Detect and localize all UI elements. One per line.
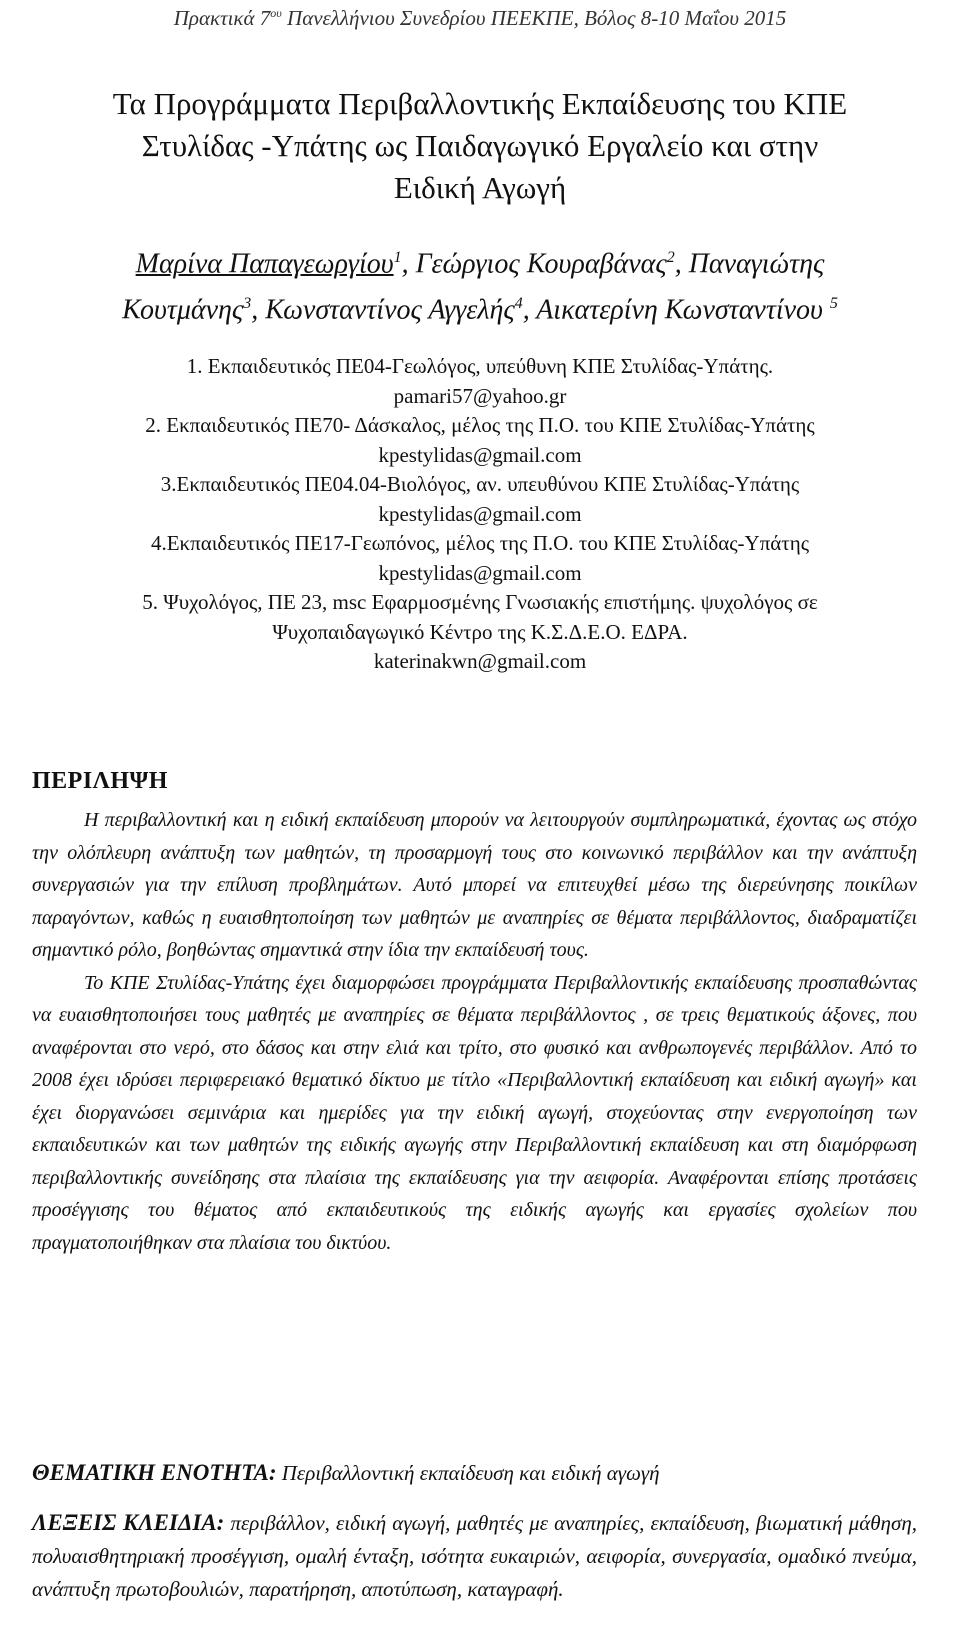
thematic-label: ΘΕΜΑΤΙΚΗ ΕΝΟΤΗΤΑ: [32,1460,277,1485]
abstract-body [32,804,917,1259]
abstract-paragraph: Το ΚΠΕ Στυλίδας-Υπάτης έχει διαμορφώσει προγράμματα Περιβαλλοντικής εκπαίδευσης προσπαθώντας να ευαισθητοποιήσει τους μαθητές με αναπηρίες σε θέματα περιβάλλοντος , σε τρεις θεματικούς άξονες, που αναφέρονται στο νερό, στο δάσος και στην ελιά και τρίτο, στο φυσικό και ανθρωπογενές περιβάλλον. Από το 2008 έχει ιδρύσει περιφερειακό θεματικό δίκτυο με τίτλο «Περιβαλλοντική εκπαίδευση και ειδική αγωγή» και έχει διοργανώσει σεμινάρια και ημερίδες για την ειδική αγωγή, στοχεύοντας στην ενεργοποίηση των εκπαιδευτικών και των μαθητών της ειδικής αγωγής στην Περιβαλλοντική εκπαίδευση και στη διαμόρφωση περιβαλλοντικής συνείδησης στα πλαίσια της εκπαίδευσης για την αειφορία. Αναφέρονται επίσης προτάσεις προσέγγισης του θέματος από εκπαιδευτικούς της ειδικής αγωγής και εργασίες σχολείων που πραγματοποιήθηκαν στα πλαίσια του δικτύου. [32,971,917,1254]
keywords [32,1506,917,1606]
title-line: Τα Προγράμματα Περιβαλλοντικής Εκπαίδευσης του ΚΠΕ [112,86,848,121]
affiliation-email[interactable]: katerinakwn@gmail.com [373,649,587,673]
title-line: Στυλίδας -Υπάτης ως Παιδαγωγικό Εργαλείο και στην [141,128,819,163]
running-head-superscript: ου [270,6,282,20]
author-name: , Γεώργιος Κουραβάνας [401,248,667,280]
running-head-text-rest: Πανελλήνιου Συνεδρίου ΠΕΕΚΠΕ, Βόλος 8-10 Μαΐου 2015 [281,6,787,30]
running-header [0,6,960,31]
author-name: , Κωνσταντίνος Αγγελής [251,294,515,326]
affiliations [40,352,920,677]
abstract-heading: ΠΕΡΙΛΗΨΗ [32,768,168,794]
affiliation-line: 5. Ψυχολόγος, ΠΕ 23, msc Εφαρμοσμένης Γνωσιακής επιστήμης. ψυχολόγος σε [142,590,818,614]
title-line: Ειδική Αγωγή [393,170,567,205]
author-affiliation-mark: 2 [666,249,675,266]
author-name: Κουτμάνης [122,294,244,326]
paper-title [20,83,940,209]
affiliation-email[interactable]: kpestylidas@gmail.com [378,501,582,526]
author-name: , Παναγιώτης [674,248,825,280]
affiliation-line: Ψυχοπαιδαγωγικό Κέντρο της Κ.Σ.Δ.Ε.Ο. ΕΔΡΑ. [272,619,688,644]
keywords-label: ΛΕΞΕΙΣ ΚΛΕΙΔΙΑ: [32,1510,225,1535]
author-affiliation-mark: 1 [393,249,402,266]
affiliation-line: 3.Εκπαιδευτικός ΠΕ04.04-Βιολόγος, αν. υπευθύνου ΚΠΕ Στυλίδας-Υπάτης [160,472,800,496]
affiliation-line: 2. Εκπαιδευτικός ΠΕ70- Δάσκαλος, μέλος της Π.Ο. του ΚΠΕ Στυλίδας-Υπάτης [145,413,815,437]
abstract-paragraph: Η περιβαλλοντική και η ειδική εκπαίδευση μπορούν να λειτουργούν συμπληρωματικά, έχοντας ως στόχο την ολόπλευρη ανάπτυξη των μαθητών, τη προσαρμογή τους στο κοινωνικό περιβάλλον και την ανάπτυξη συνεργασιών για την επίλυση προβλημάτων. Αυτό μπορεί να επιτευχθεί μέσω της διερεύνησης ποικίλων παραγόντων, καθώς η ευαισθητοποίηση των μαθητών με αναπηρίες σε θέματα περιβάλλοντος, διαδραματίζει σημαντικό ρόλο, βοηθώντας σημαντικά στην ίδια την εκπαίδευσή τους. [32,809,917,961]
thematic-value: Περιβαλλοντική εκπαίδευση και ειδική αγωγή [281,1461,660,1485]
author-affiliation-mark: 4 [514,295,523,313]
affiliation-line: 4.Εκπαιδευτικός ΠΕ17-Γεωπόνος, μέλος της Π.Ο. του ΚΠΕ Στυλίδας-Υπάτης [150,531,810,555]
affiliation-email[interactable]: kpestylidas@gmail.com [378,560,582,585]
author-list [20,238,940,331]
author-affiliation-mark: 3 [243,295,252,313]
affiliation-email[interactable]: kpestylidas@gmail.com [378,442,582,467]
affiliation-email[interactable]: pamari57@yahoo.gr [393,383,567,408]
thematic-unit [32,1456,917,1490]
author-affiliation-mark: 5 [829,295,838,313]
keywords-value: περιβάλλον, ειδική αγωγή, μαθητές με αναπηρίες, εκπαίδευση, βιωματική μάθηση, πολυαισθητηριακή προσέγγιση, ομαλή ένταξη, ισότητα ευκαιριών, αειφορία, συνεργασία, ομαδικό πνεύμα, ανάπτυξη πρωτοβουλιών, παρατήρηση, αποτύπωση, καταγραφή. [32,1511,918,1601]
running-head-text: Πρακτικά 7 [173,6,271,30]
author-name: , Αικατερίνη Κωνσταντίνου [522,294,823,326]
affiliation-line: 1. Εκπαιδευτικός ΠΕ04-Γεωλόγος, υπεύθυνη ΚΠΕ Στυλίδας-Υπάτης. [186,354,774,378]
author-name: Μαρίνα Παπαγεωργίου [135,248,394,280]
